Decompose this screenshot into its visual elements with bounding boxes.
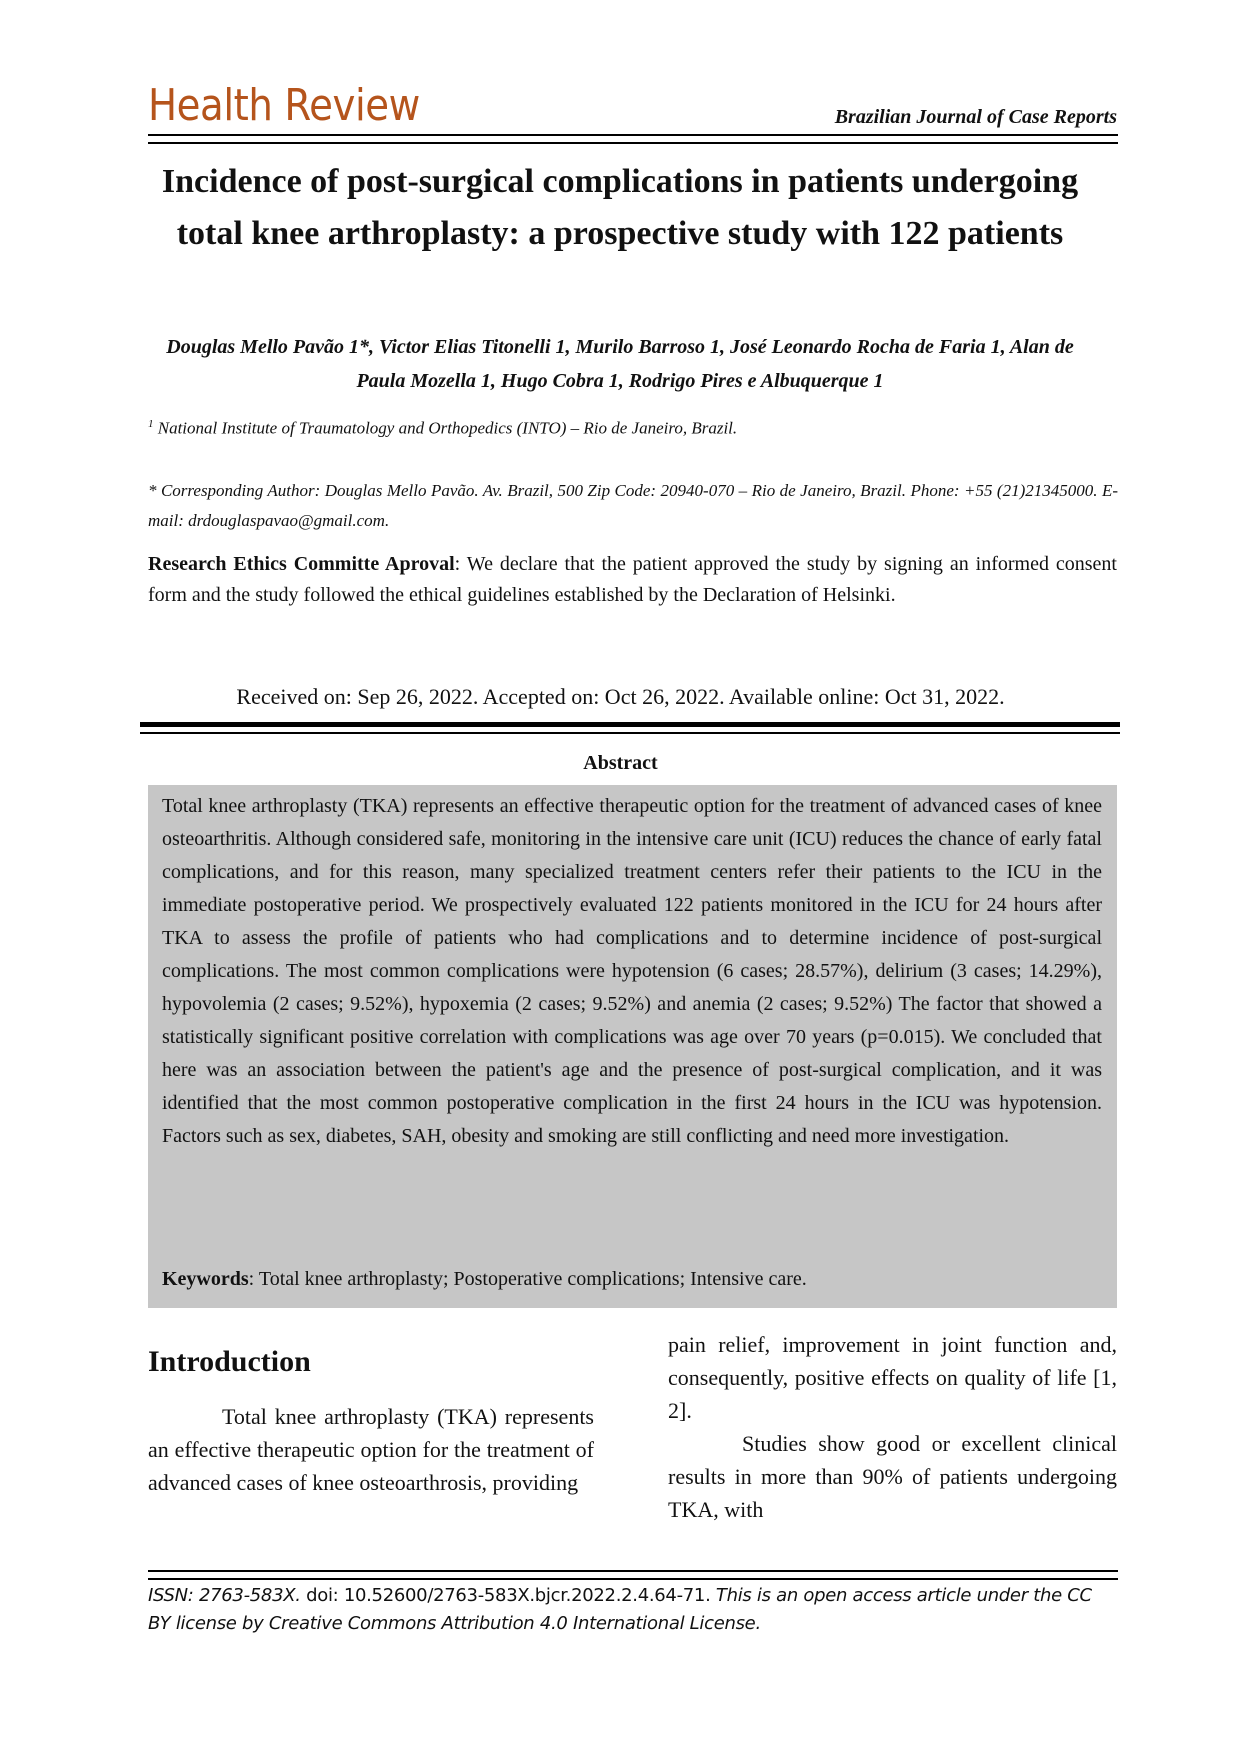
footer-issn: ISSN: 2763-583X. <box>148 1585 301 1606</box>
abstract-heading: Abstract <box>583 752 658 774</box>
affiliation-text: National Institute of Traumatology and Orthopedics (INTO) – Rio de Janeiro, Brazil. <box>153 418 738 438</box>
header-rule-bottom <box>148 142 1118 144</box>
footer-rule-top <box>148 1570 1118 1572</box>
author-list: Douglas Mello Pavão 1*, Victor Elias Titonelli 1, Murilo Barroso 1, José Leonardo Rocha de Faria 1, Alan de Paula Mozella 1, Hugo Cobra 1, Rodrigo Pires e Albuquerque 1 <box>166 336 1074 392</box>
intro-paragraph: Studies show good or excellent clinical results in more than 90% of patients undergoing TKA, with <box>668 1431 1117 1522</box>
intro-right-column <box>668 1328 1117 1526</box>
footer-rule-bottom <box>148 1578 1118 1580</box>
affiliation <box>148 418 1118 439</box>
affiliation-marker: 1 <box>148 418 154 430</box>
journal-logo: Health Review <box>148 80 420 131</box>
ethics-statement <box>148 549 1117 611</box>
abstract-text: Total knee arthroplasty (TKA) represents an effective therapeutic option for the treatment of advanced cases of knee osteoarthritis. Although considered safe, monitoring in the intensive care unit (ICU) reduces the chance of early fatal complications, and for this reason, many specialized treatment centers refer their patients to the ICU in the immediate postoperative period. We prospectively evaluated 122 patients monitored in the ICU for 24 hours after TKA to assess the profile of patients who had complications and to determine incidence of post-surgical complications. The most common complications were hypotension (6 cases; 28.57%), delirium (3 cases; 14.29%), hypovolemia (2 cases; 9.52%), hypoxemia (2 cases; 9.52%) and anemia (2 cases; 9.52%) The factor that showed a statistically significant positive correlation with complications was age over 70 years (p=0.015). We concluded that here was an association between the patient's age and the presence of post-surgical complication, and it was identified that the most common postoperative complication in the first 24 hours in the ICU was hypotension. Factors such as sex, diabetes, SAH, obesity and smoking are still conflicting and need more investigation. <box>162 795 1102 1147</box>
ethics-text: : We declare that the patient approved the study by signing an informed consent form and the study followed the ethical guidelines established by the Declaration of Helsinki. <box>148 553 1117 606</box>
publication-dates: Received on: Sep 26, 2022. Accepted on: Oct 26, 2022. Available online: Oct 31, 2022. <box>236 684 1005 709</box>
footer-license-text: This is an open access article under the CC BY license by Creative Commons Attribution 4.0 International License. <box>148 1585 1092 1634</box>
header-rule-top <box>148 134 1118 136</box>
corresponding-author: * Corresponding Author: Douglas Mello Pavão. Av. Brazil, 500 Zip Code: 20940-070 – Rio de Janeiro, Brazil. Phone: +55 (21)21345000. E-mail: drdouglaspavao@gmail.com. <box>148 481 1118 530</box>
keywords-text: : Total knee arthroplasty; Postoperative complications; Intensive care. <box>248 1268 807 1290</box>
dates-rule-top <box>140 722 1120 727</box>
journal-name: Brazilian Journal of Case Reports <box>834 106 1117 128</box>
footer-license <box>148 1582 1118 1638</box>
dates-rule-bottom <box>140 732 1120 734</box>
intro-left-column <box>148 1400 594 1499</box>
article-title: Incidence of post-surgical complications in patients undergoing total knee arthroplasty: a prospective study with 122 patients <box>161 163 1079 252</box>
ethics-label: Research Ethics Committe Aproval <box>148 553 455 575</box>
intro-paragraph: pain relief, improvement in joint function and, consequently, positive effects on quality of life [1, 2]. <box>668 1332 1117 1423</box>
keywords <box>162 1268 1102 1291</box>
keywords-label: Keywords <box>162 1268 249 1290</box>
footer-doi: doi: 10.52600/2763-583X.bjcr.2022.2.4.64-71. <box>306 1585 711 1606</box>
intro-paragraph: Total knee arthroplasty (TKA) represents an effective therapeutic option for the treatment of advanced cases of knee osteoarthrosis, providing <box>148 1404 594 1495</box>
introduction-heading: Introduction <box>148 1345 311 1378</box>
